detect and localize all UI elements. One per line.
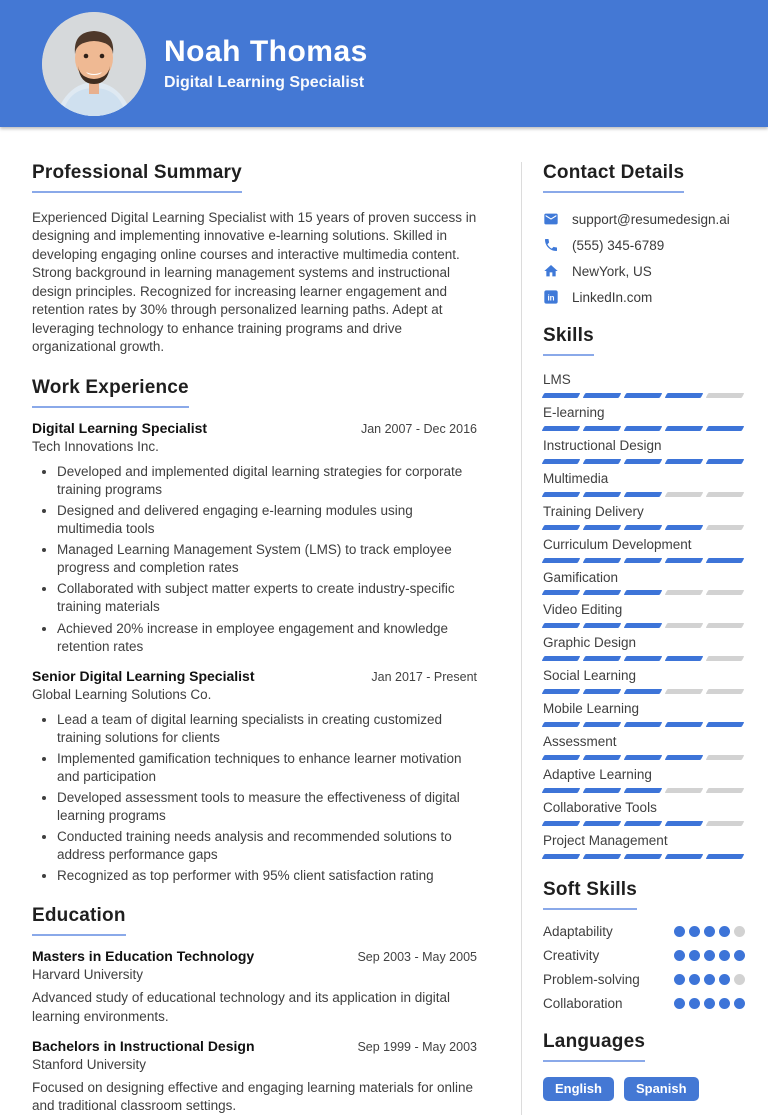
bullet-item: • Achieved 20% increase in employee engagement and knowledge retention rates [57,620,477,656]
job-bullet-list [32,711,477,886]
languages-heading: Languages [543,1031,645,1062]
bullet-item: • Conducted training needs analysis and recommended solutions to address performance gaps [57,828,477,864]
svg-text:in: in [547,293,555,303]
skill-label: Training Delivery [543,503,644,519]
education-entry [32,948,477,1025]
skill-bar [543,426,743,431]
skill-label: Adaptive Learning [543,767,652,783]
skill-item [543,602,745,628]
skill-item [543,734,745,760]
home-icon [543,263,559,279]
bullet-item: • Implemented gamification techniques to enhance learner motivation and participation [57,750,477,786]
contact-phone[interactable] [543,237,745,253]
skill-item [543,438,745,464]
skill-label: Assessment [543,734,617,750]
skill-item [543,833,745,859]
soft-skill-dots [674,998,745,1009]
degree-description: Advanced study of educational technology and its application in digital learning environments. [32,990,451,1024]
soft-skill-item [543,996,745,1011]
skill-item [543,668,745,694]
skill-bar [543,689,743,694]
soft-skills-heading: Soft Skills [543,879,637,910]
section-professional-summary [32,162,477,357]
skill-bar [543,459,743,464]
skill-bar [543,623,743,628]
contact-email-text: support@resumedesign.ai [572,211,730,227]
degree-date: Sep 1999 - May 2003 [357,1039,477,1054]
bullet-item: • Developed and implemented digital learning strategies for corporate training programs [57,463,477,499]
degree-title: Bachelors in Instructional Design [32,1037,255,1054]
bullet-item: • Recognized as top performer with 95% client satisfaction rating [57,867,477,885]
skill-label: LMS [543,372,571,387]
skill-item [543,504,745,530]
contact-phone-text: (555) 345-6789 [572,237,665,253]
email-icon [543,211,559,227]
skill-item [543,471,745,497]
soft-skill-label: Collaboration [543,995,623,1011]
skill-bar [543,788,743,793]
contact-location[interactable] [543,263,745,279]
resume-body [0,127,768,1115]
section-work-experience [32,377,477,885]
skill-item [543,701,745,727]
bullet-item: • Designed and delivered engaging e-learning modules using multimedia tools [57,502,477,538]
languages-list [543,1077,745,1101]
profile-photo-illustration [42,12,146,116]
summary-heading: Professional Summary [32,162,242,193]
degree-school: Stanford University [32,1056,147,1072]
skill-label: Curriculum Development [543,536,692,552]
degree-title: Masters in Education Technology [32,948,255,965]
education-heading: Education [32,905,126,936]
soft-skill-label: Creativity [543,947,600,963]
skill-item [543,635,745,661]
language-chip-spanish[interactable]: Spanish [624,1077,699,1101]
resume-header [0,0,768,127]
skill-label: E-learning [543,404,605,420]
job-entry [32,668,477,886]
skill-label: Gamification [543,569,619,585]
skill-label: Instructional Design [543,437,662,453]
soft-skill-dots [674,926,745,937]
skill-item [543,570,745,596]
skill-bar [543,525,743,530]
avatar [42,12,146,116]
skill-item [543,800,745,826]
skill-label: Social Learning [543,668,637,684]
contact-location-text: NewYork, US [572,263,652,279]
skill-bar [543,821,743,826]
contact-email[interactable] [543,211,745,227]
skill-item [543,767,745,793]
contact-heading: Contact Details [543,162,684,193]
candidate-title: Digital Learning Specialist [164,74,365,91]
skills-list [543,372,745,859]
soft-skill-dots [674,950,745,961]
main-column [32,162,477,1115]
degree-description: Focused on designing effective and engaging learning materials for online and traditional classroom settings. [32,1079,474,1114]
soft-skills-list [543,924,745,1011]
job-entry [32,420,477,656]
phone-icon [543,237,559,253]
skill-bar [543,590,743,595]
job-company: Tech Innovations Inc. [32,438,159,454]
linkedin-icon [543,289,559,305]
skill-bar [543,393,743,398]
skill-item [543,405,745,431]
soft-skill-label: Problem-solving [543,971,640,987]
soft-skill-dots [674,974,745,985]
skill-bar [543,492,743,497]
skill-label: Video Editing [543,602,623,618]
education-entry [32,1038,477,1115]
contact-linkedin[interactable] [543,289,745,305]
job-title: Senior Digital Learning Specialist [32,667,255,684]
degree-date: Sep 2003 - May 2005 [357,950,477,965]
skill-bar [543,656,743,661]
language-chip-english[interactable]: English [543,1077,614,1101]
candidate-name: Noah Thomas [164,35,368,68]
skill-label: Project Management [543,832,668,848]
contact-linkedin-text: LinkedIn.com [572,289,653,305]
job-company: Global Learning Solutions Co. [32,686,212,702]
contact-list [543,211,745,305]
section-languages [543,1031,745,1101]
sidebar-column [521,162,745,1115]
bullet-item: • Developed assessment tools to measure the effectiveness of digital learning programs [57,789,477,825]
summary-text: Experienced Digital Learning Specialist with 15 years of proven success in designing and implementing innovative e-learning solutions. Skilled in developing engaging online courses and interactive multimedia content. Strong background in learning management systems and instructional design principles. Recognized for increasing learner engagement and retention rates by 30% through personalized learning paths. Adept at leveraging technology to enhance training programs and drive organizational growth. [32,210,477,355]
skill-bar [543,755,743,760]
skill-label: Mobile Learning [543,701,640,717]
skill-item [543,537,745,563]
experience-heading: Work Experience [32,377,189,408]
section-education [32,905,477,1115]
skill-bar [543,722,743,727]
soft-skill-item [543,948,745,963]
job-bullet-list [32,463,477,656]
section-contact-details [543,162,745,305]
job-title: Digital Learning Specialist [32,419,208,436]
job-date: Jan 2007 - Dec 2016 [360,421,477,436]
skill-label: Multimedia [543,470,609,486]
soft-skill-item [543,924,745,939]
skill-item [543,372,745,398]
skill-label: Graphic Design [543,635,637,651]
degree-school: Harvard University [32,967,144,983]
skills-heading: Skills [543,325,594,356]
bullet-item: • Collaborated with subject matter experts to create industry-specific training materials [57,580,477,616]
skill-label: Collaborative Tools [543,799,657,815]
section-soft-skills [543,879,745,1011]
section-skills [543,325,745,859]
soft-skill-label: Adaptability [543,923,613,939]
soft-skill-item [543,972,745,987]
bullet-item: • Lead a team of digital learning specialists in creating customized training solutions for clients [57,711,477,747]
job-date: Jan 2017 - Present [371,669,477,684]
skill-bar [543,558,743,563]
bullet-item: • Managed Learning Management System (LMS) to track employee progress and completion rates [57,541,477,577]
skill-bar [543,854,743,859]
